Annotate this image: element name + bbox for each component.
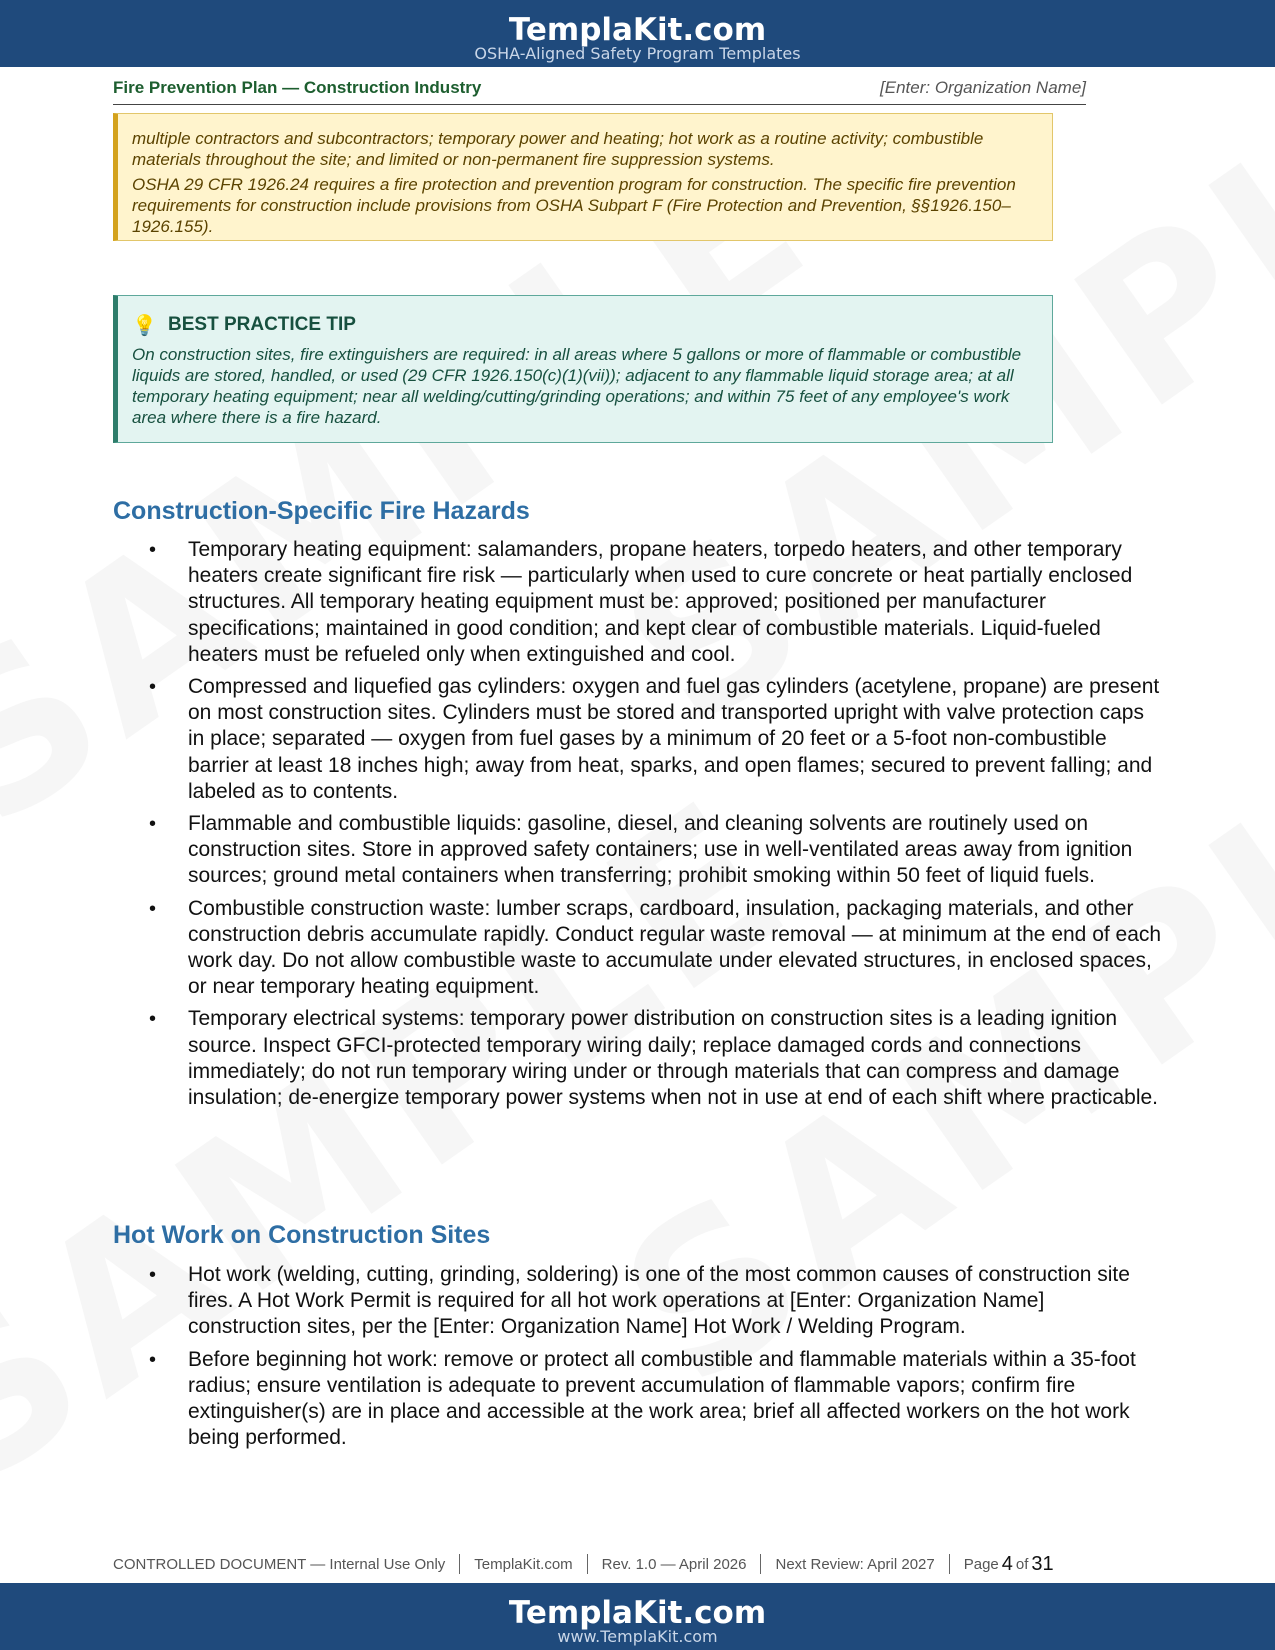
callout-paragraph: multiple contractors and subcontractors; temporary power and heating; hot work as a routine activity; combustible materials throughout the site; and limited or non-permanent fire suppression systems. [132,129,984,169]
top-banner [0,0,1275,67]
list-item [113,1262,1163,1341]
list-item-text: Combustible construction waste: lumber scraps, cardboard, insulation, packaging materials, and other construction debris accumulate rapidly. Conduct regular waste removal — at minimum at the end of each work day. Do not allow combustible waste to accumulate under elevated structures, in enclosed spaces, or near temporary heating equipment. [188,896,1162,999]
bullet-icon: • [149,897,157,920]
list-item [113,674,1163,805]
bullet-icon: • [149,813,157,836]
brand-tagline: OSHA-Aligned Safety Program Templates [474,44,801,63]
hazards-list [113,537,1163,1117]
tip-title: BEST PRACTICE TIP [168,314,356,335]
lightbulb-icon: 💡 [132,314,157,337]
footer-site: TemplaKit.com [474,1555,573,1573]
list-item [113,537,1163,668]
hot-work-list [113,1262,1163,1457]
next-review: Next Review: April 2027 [775,1555,935,1573]
brand-title: TemplaKit.com [508,12,767,48]
bullet-icon: • [149,1008,157,1031]
list-item-text: Temporary electrical systems: temporary power distribution on construction sites is a leading ignition source. Inspect GFCI-protected temporary wiring daily; replace damaged cords and connections immediately; do not run temporary wiring under or through materials that can compress and damage insulation; de-energize temporary power systems when not in use at end of each shift where practicable. [188,1007,1159,1110]
document-title: Fire Prevention Plan — Construction Industry [113,78,482,97]
footer-divider [587,1554,588,1574]
list-item [113,811,1163,890]
list-item-text: Flammable and combustible liquids: gasoline, diesel, and cleaning solvents are routinely used on construction sites. Store in approved safety containers; use in well-ventilated areas away from ignition sources; ground metal containers when transferring; prohibit smoking within 50 feet of liquid fuels. [188,812,1133,888]
callout-paragraph: OSHA 29 CFR 1926.24 requires a fire protection and prevention program for construction. The specific fire prevention requirements for construction include provisions from OSHA Subpart F (Fire Protection and Prevention, §§1926.150–1926.155). [132,175,1016,236]
bullet-icon: • [149,1348,157,1371]
section-heading: Construction-Specific Fire Hazards [113,497,530,525]
tip-body: On construction sites, fire extinguishers are required: in all areas where 5 gallons or more of flammable or combustible liquids are stored, handled, or used (29 CFR 1926.150(c)(1)(vii)); adjacent to any flammable liquid storage area; at all temporary heating equipment; near all welding/cutting/grinding operations; and within 75 feet of any employee's work area where there is a fire hazard. [132,345,1022,427]
section-heading: Hot Work on Construction Sites [113,1221,491,1249]
footer-divider [760,1554,761,1574]
list-item [113,1006,1163,1111]
list-item-text: Compressed and liquefied gas cylinders: oxygen and fuel gas cylinders (acetylene, propane) are present on most construction sites. Cylinders must be stored and transported upright with valve protection caps in place; separated — oxygen from fuel gases by a minimum of 20 feet or a 5-foot non-combustible barrier at least 18 inches high; away from heat, sparks, and open flames; secured to prevent falling; and labeled as to contents. [188,675,1160,803]
brand-title: TemplaKit.com [508,1595,767,1631]
page-label: Page [963,1555,999,1573]
page-current: 4 [1001,1552,1013,1575]
list-item [113,1347,1163,1452]
bullet-icon: • [149,676,157,699]
bullet-icon: • [149,539,157,561]
document-footer [113,1550,1163,1578]
list-item-text: Temporary heating equipment: salamanders, propane heaters, torpedo heaters, and other temporary heaters create significant fire risk — particularly when used to cure concrete or heat partially enclosed structures. All temporary heating equipment must be: approved; positioned per manufacturer specifications; maintained in good condition; and kept clear of combustible materials. Liquid-fueled heaters must be refueled only when extinguished and cool. [188,538,1133,666]
bullet-icon: • [149,1264,157,1286]
best-practice-tip [113,295,1053,443]
bottom-banner [0,1583,1275,1650]
page-total: 31 [1031,1552,1054,1575]
list-item-text: Before beginning hot work: remove or protect all combustible and flammable materials within a 35-foot radius; ensure ventilation is adequate to prevent accumulation of flammable vapors; confirm fire extinguisher(s) are in place and accessible at the work area; brief all affected workers on the hot work being performed. [188,1347,1136,1450]
brand-url: www.TemplaKit.com [557,1627,718,1646]
running-head [113,78,1086,105]
organization-placeholder: [Enter: Organization Name] [880,78,1086,97]
footer-divider [459,1554,460,1574]
controlled-notice: CONTROLLED DOCUMENT — Internal Use Only [113,1555,446,1573]
list-item [113,896,1163,1001]
revision: Rev. 1.0 — April 2026 [601,1555,747,1573]
footer-divider [949,1554,950,1574]
regulatory-note-callout [113,113,1053,241]
list-item-text: Hot work (welding, cutting, grinding, soldering) is one of the most common causes of construction site fires. A Hot Work Permit is required for all hot work operations at [Enter: Organization Name] construction sites, per the [Enter: Organization Name] Hot Work / Welding Program. [188,1263,1130,1339]
page-of: of [1015,1555,1029,1573]
